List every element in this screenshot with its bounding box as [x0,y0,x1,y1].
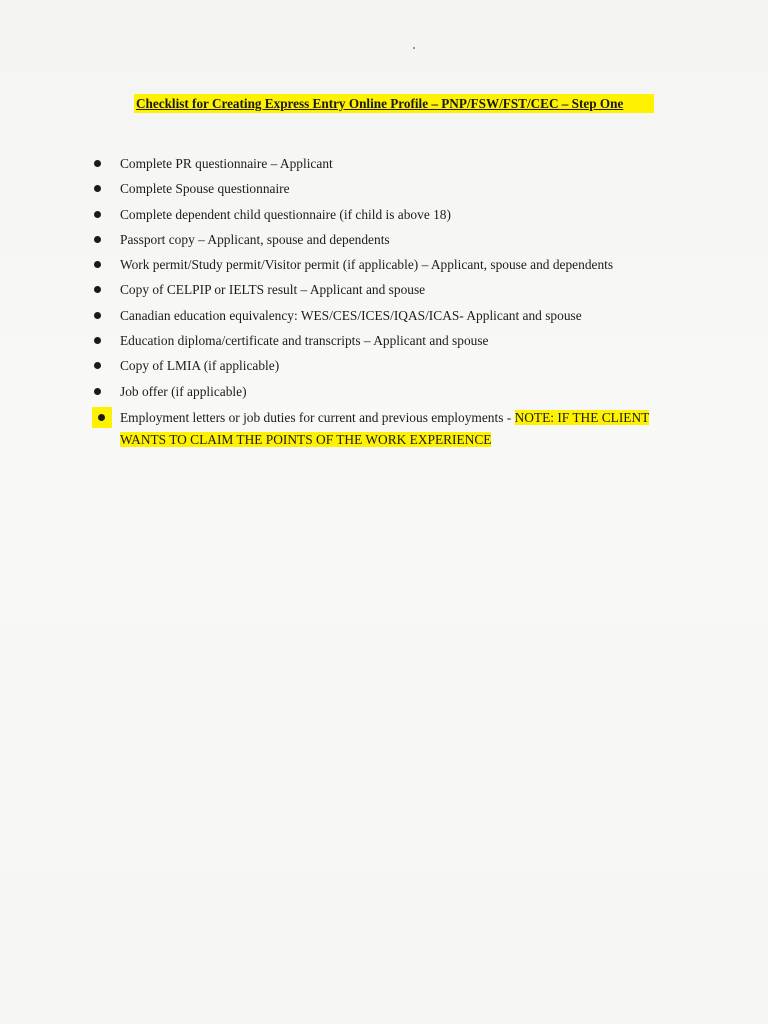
list-item-employment [94,407,694,467]
bullet-icon [94,312,101,319]
checklist [94,154,694,467]
bullet-icon [94,337,101,344]
list-item [94,230,694,255]
list-item-text: Passport copy – Applicant, spouse and dependents [120,231,390,247]
list-item [94,179,694,204]
list-item-text: Complete dependent child questionnaire (if child is above 18) [120,206,451,222]
bullet-icon [94,185,101,192]
scan-speck [413,47,415,49]
highlighted-bullet-icon [92,407,112,428]
list-item-text: Job offer (if applicable) [120,383,247,399]
bullet-icon [94,160,101,167]
employment-item-text [120,407,680,451]
list-item-text: Work permit/Study permit/Visitor permit (if applicable) – Applicant, spouse and dependents [120,257,614,273]
employment-line-1 [120,407,680,429]
list-item [94,205,694,230]
list-item [94,356,694,381]
list-item-text: Copy of CELPIP or IELTS result – Applicant and spouse [120,282,426,298]
bullet-icon [94,286,101,293]
list-item [94,280,694,305]
bullet-icon [94,236,101,243]
list-item [94,255,694,280]
document-title: Checklist for Creating Express Entry Online Profile – PNP/FSW/FST/CEC – Step One [134,94,654,113]
bullet-icon [94,388,101,395]
list-item [94,306,694,331]
list-item [94,154,694,179]
list-item-text: Canadian education equivalency: WES/CES/ICES/IQAS/ICAS- Applicant and spouse [120,307,582,323]
list-item [94,331,694,356]
list-item-text: Complete Spouse questionnaire [120,181,290,197]
employment-text: Employment letters or job duties for current and previous employments - [120,409,515,425]
bullet-dot [98,414,105,421]
list-item-text: Education diploma/certificate and transcripts – Applicant and spouse [120,333,489,349]
list-item-text: Copy of LMIA (if applicable) [120,358,280,374]
list-item [94,382,694,407]
bullet-icon [94,362,101,369]
note-highlight-1: NOTE: IF THE CLIENT [514,409,650,425]
bullet-icon [94,261,101,268]
note-highlight-2: WANTS TO CLAIM THE POINTS OF THE WORK EXPERIENCE [120,431,492,447]
employment-line-2 [120,429,680,451]
list-item-text: Complete PR questionnaire – Applicant [120,156,333,171]
bullet-icon [94,211,101,218]
